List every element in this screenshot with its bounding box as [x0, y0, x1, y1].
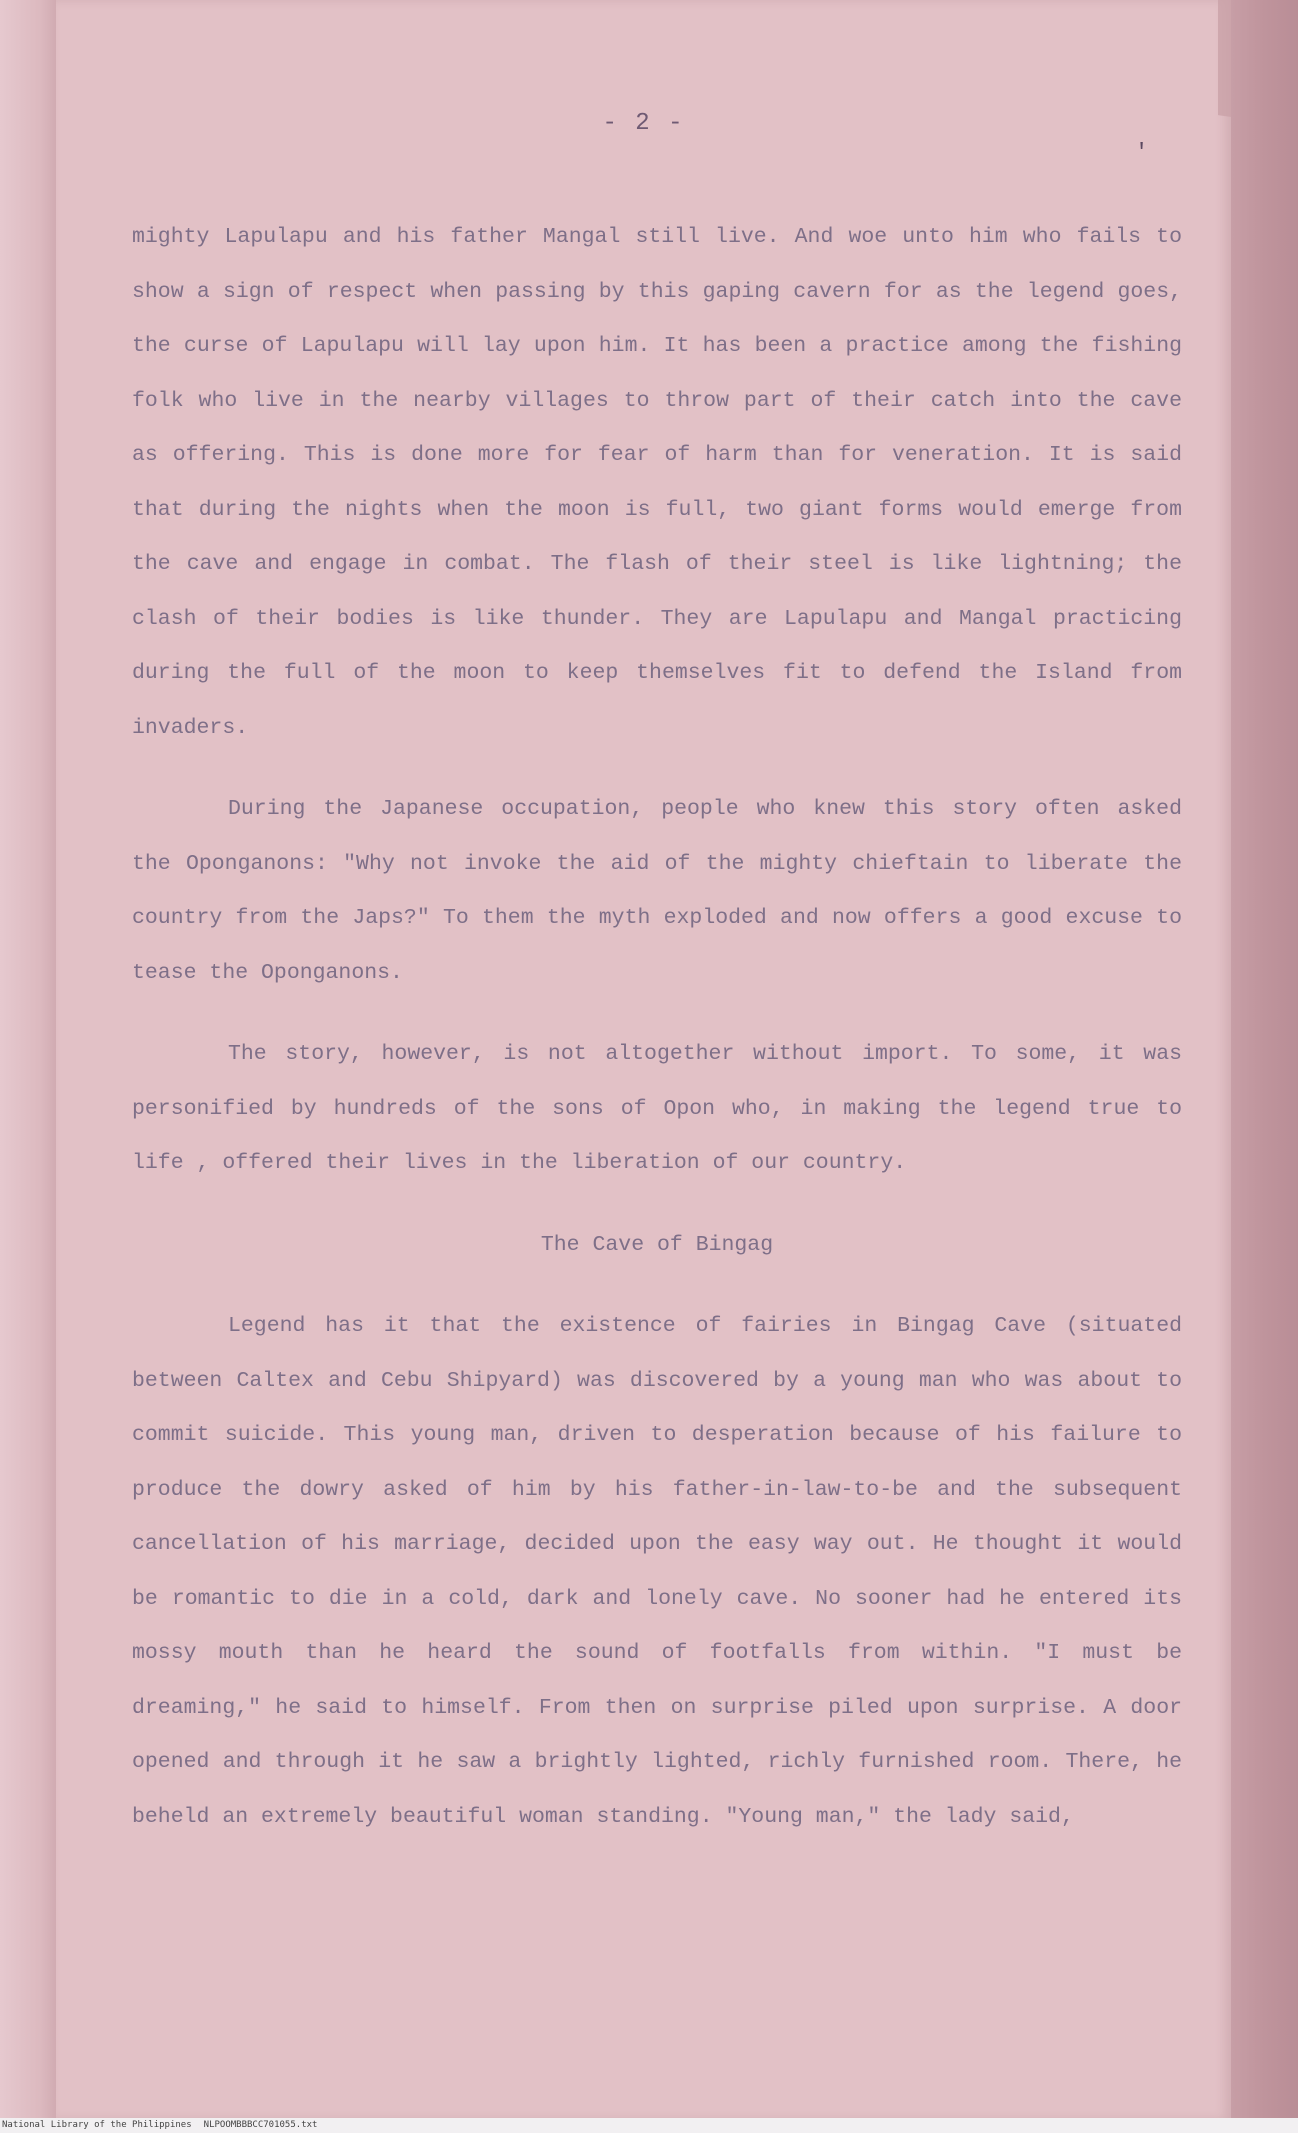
- section-heading: The Cave of Bingag: [540, 1232, 774, 1257]
- right-page-edge: [1231, 0, 1298, 2133]
- document-page: [56, 0, 1231, 2120]
- margin-mark: ': [1135, 140, 1149, 165]
- paragraph-2: During the Japanese occupation, people who knew this story often asked the Oponganons: "Why not invoke the aid of the mighty chieftain to liberate the country from the Japs?" To them the myth exploded and now offers a good excuse to tease the Oponganons.: [132, 797, 1182, 985]
- paragraph-4: Legend has it that the existence of fairies in Bingag Cave (situated between Caltex and Cebu Shipyard) was discovered by a young man who was about to commit suicide. This young man, driven to desperation because of his failure to produce the dowry asked of him by his father-in-law-to-be and the subsequent cancellation of his marriage, decided upon the easy way out. He thought it would be romantic to die in a cold, dark and lonely cave. No sooner had he entered its mossy mouth than he heard the sound of footfalls from within. "I must be dreaming," he said to himself. From then on surprise piled upon surprise. A door opened and through it he saw a brightly lighted, richly furnished room. There, he beheld an extremely beautiful woman standing. "Young man," the lady said,: [132, 1314, 1182, 1829]
- left-page-band: [0, 0, 58, 2133]
- paragraph-1: mighty Lapulapu and his father Mangal still live. And woe unto him who fails to show a sign of respect when passing by this gaping cavern for as the legend goes, the curse of Lapulapu will lay upon him. It has been a practice among the fishing folk who live in the nearby villages to throw part of their catch into the cave as offering. This is done more for fear of harm than for veneration. It is said that during the nights when the moon is full, two giant forms would emerge from the cave and engage in combat. The flash of their steel is like lightning; the clash of their bodies is like thunder. They are Lapulapu and Mangal practicing during the full of the moon to keep themselves fit to defend the Island from invaders.: [132, 225, 1182, 740]
- text-body: [132, 210, 1182, 1844]
- page-number: - 2 -: [602, 110, 685, 137]
- scan-footer: [0, 2118, 1298, 2133]
- footer-file-id: NLPOOMBBBCC701055.txt: [203, 2120, 318, 2130]
- footer-source: National Library of the Philippines: [2, 2120, 192, 2130]
- paragraph-3: The story, however, is not altogether without import. To some, it was personified by hundreds of the sons of Opon who, in making the legend true to life , offered their lives in the liberation of our country.: [132, 1042, 1182, 1175]
